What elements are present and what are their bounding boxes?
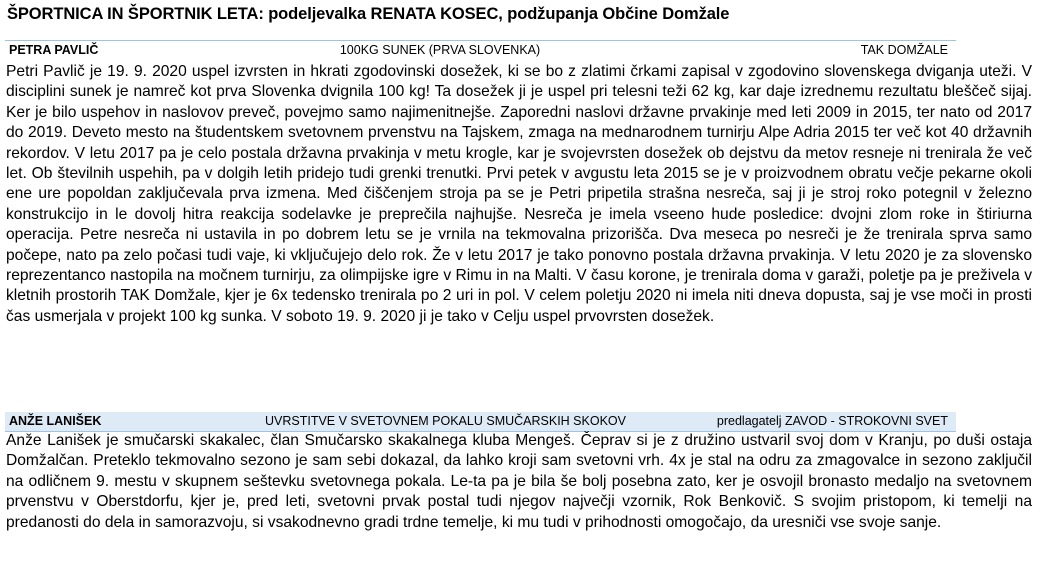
document-title: ŠPORTNICA IN ŠPORTNIK LETA: podeljevalka RENATA KOSEC, podžupanja Občine Domžale xyxy=(7,5,730,23)
entry-header-anze-lanisek xyxy=(5,412,956,432)
entry-achievement: UVRSTITVE V SVETOVNEM POKALU SMUČARSKIH SKOKOV xyxy=(265,414,626,428)
entry-achievement: 100KG SUNEK (PRVA SLOVENKA) xyxy=(339,43,541,57)
entry-description-anze-lanisek: Anže Lanišek je smučarski skakalec, član Smučarsko skakalnega kluba Mengeš. Čeprav si je z družino ustvaril svoj dom v Kranju, po duši ostaja Domžalčan. Preteklo tekmovalno sezono je sam sebi dokazal, da lahko kroji sam svetovni vrh. 4x je stal na odru za zmagovalce in sezono zaključil na odličnem 9. mestu v skupnem seštevku svetovnega pokala. Le-ta pa je bila še bolj posebna zato, ker je osvojil bronasto medaljo na svetovnem prvenstvu v Oberstdorfu, kjer je, pred leti, svetovni prvak postal tudi njegov največji vzornik, Rok Benkovič. S svojim pristopom, ki temelji na predanosti do dela in samorazvoju, si vsakodnevno gradi trdne temelje, ki mu tudi v prihodnosti omogočajo, da uresniči vse svoje sanje. xyxy=(6,432,1032,531)
entry-header-petra-pavlic xyxy=(5,40,956,60)
entry-proposer: predlagatelj ZAVOD - STROKOVNI SVET xyxy=(716,414,948,428)
entry-description-petra-pavlic: Petri Pavlič je 19. 9. 2020 uspel izvrsten in hkrati zgodovinski dosežek, ki se bo z zlatimi črkami zapisal v zgodovino slovenskega dviganja uteži. V disciplini sunek je namreč kot prva Slovenka dvignila 100 kg! Ta dosežek ji je uspel pri telesni teži 62 kg, kar daje izrednemu rezultatu bleščeč sijaj. Ker je bilo uspehov in naslovov preveč, povejmo samo najimenitnejše. Zaporedni naslovi državne prvakinje med leti 2009 in 2015, ter nato od 2017 do 2019. Deveto mesto na študentskem svetovnem prvenstvu na Tajskem, zmaga na mednarodnem turnirju Alpe Adria 2015 ter več kot 40 državnih rekordov. V letu 2017 pa je celo postala državna prvakinja v metu krogle, kar je svojevrsten dosežek ob dejstvu da metov resneje ni trenirala že več let. Ob številnih uspehih, pa v dolgih letih pridejo tudi grenki trenutki. Prvi petek v avgustu leta 2015 se je v proizvodnem obratu večje pekarne okoli ene ure popoldan zaključevala prva izmena. Med čiščenjem stroja pa se je Petri pripetila strašna nesreča, saj ji je stroj roko potegnil v železno konstrukcijo in le dovolj hitra reakcija sodelavke je preprečila najhujše. Nesreča je imela vseeno hude posledice: dvojni zlom roke in štiriurna operacija. Petre nesreča ni ustavila in po dobrem letu se je vrnila na tekmovalna prizorišča. Dva meseca po nesreči je že trenirala sprva samo počepe, nato pa zelo počasi tudi vaje, ki vključujejo delo rok. Že v letu 2017 je tako ponovno postala državna prvakinja. V letu 2020 je za slovensko reprezentanco nastopila na močnem turnirju, za olimpijske igre v Rimu in na Malti. V času korone, je trenirala doma v garaži, poletje pa je preživela v kletnih prostorih TAK Domžale, kjer je 6x tedensko trenirala po 2 uri in pol. V celem poletju 2020 ni imela niti dneva dopusta, saj je vse moči in prosti čas usmerjala v projekt 100 kg sunka. V soboto 19. 9. 2020 ji je tako v Celju uspel prvovrsten dosežek. xyxy=(6,63,1032,325)
entry-name: PETRA PAVLIČ xyxy=(9,43,99,57)
entry-proposer: TAK DOMŽALE xyxy=(860,43,948,57)
entry-name: ANŽE LANIŠEK xyxy=(9,414,102,428)
